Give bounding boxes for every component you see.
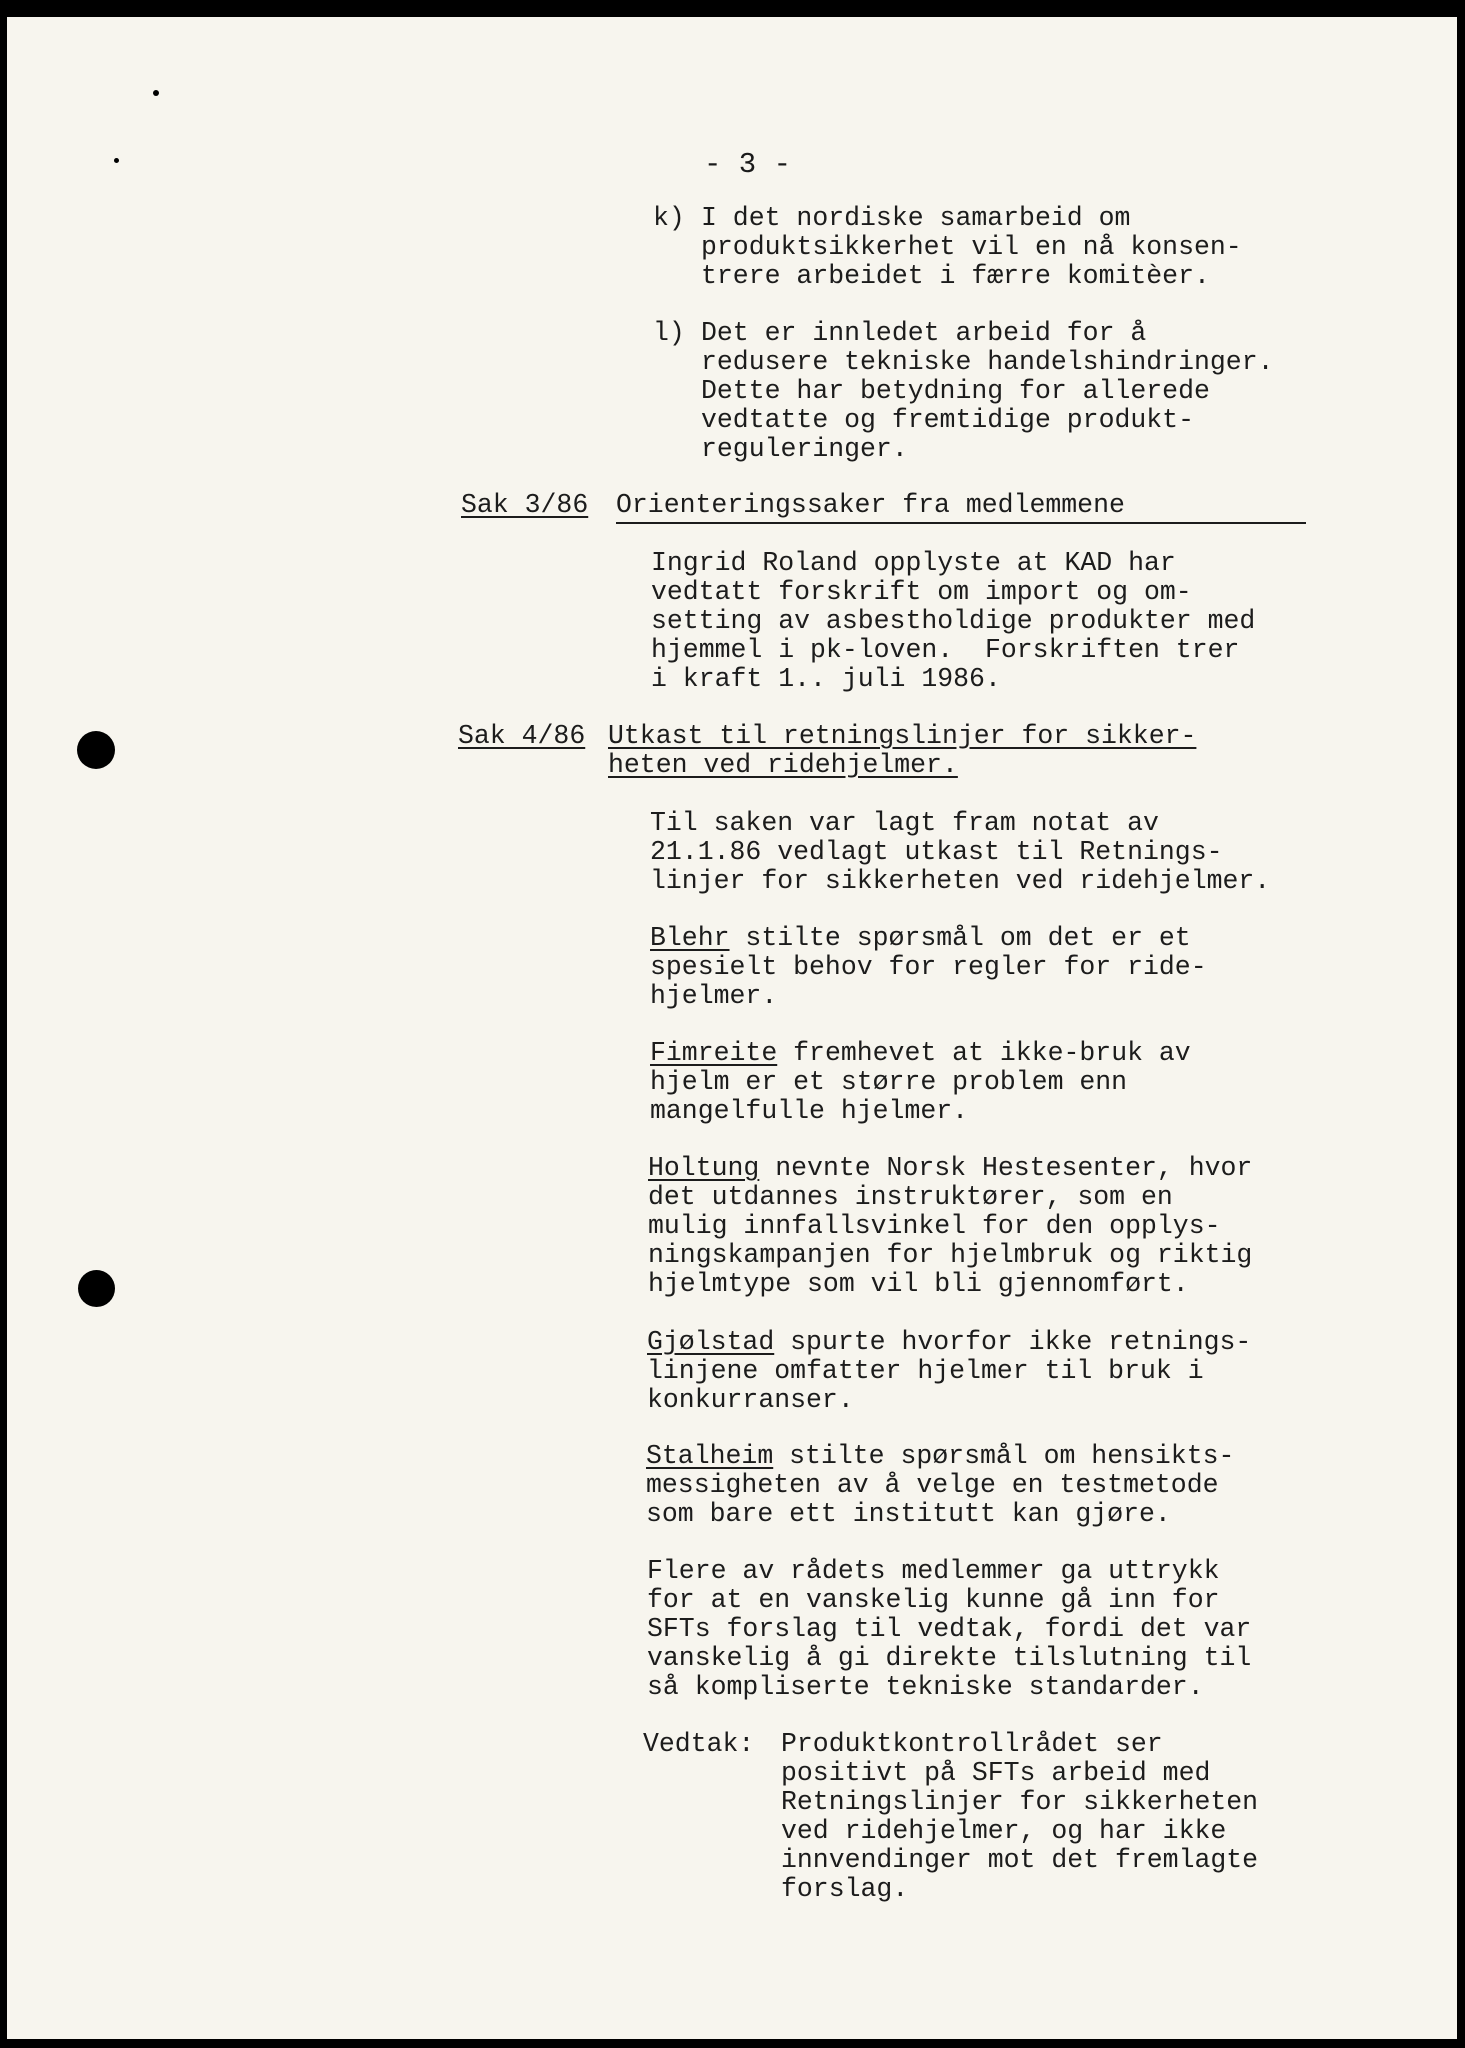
statement-text: fremhevet at ikke-bruk av bbox=[777, 1038, 1191, 1068]
sak-4-intro bbox=[650, 809, 1270, 896]
statement-stalheim bbox=[646, 1442, 1234, 1529]
item-marker: l) bbox=[653, 318, 685, 348]
text-line: hjelm er et større problem enn bbox=[650, 1067, 1128, 1097]
page-number: - 3 - bbox=[704, 148, 792, 181]
text-line: det utdannes instruktører, som en bbox=[648, 1182, 1173, 1212]
statement-text: spurte hvorfor ikke retnings- bbox=[774, 1327, 1252, 1357]
item-l-text bbox=[701, 319, 1274, 464]
text-line: for at en vanskelig kunne gå inn for bbox=[647, 1585, 1220, 1615]
sak-4-title bbox=[608, 722, 1292, 782]
text-line: redusere tekniske handelshindringer. bbox=[701, 347, 1274, 377]
text-line: I det nordiske samarbeid om bbox=[701, 203, 1131, 233]
vedtak-label: Vedtak: bbox=[643, 1729, 755, 1759]
statement-blehr bbox=[650, 924, 1207, 1011]
text-line: mulig innfallsvinkel for den opplys- bbox=[648, 1211, 1221, 1241]
text-line: konkurranser. bbox=[647, 1385, 854, 1415]
speaker-name: Holtung bbox=[648, 1153, 760, 1183]
document-page bbox=[7, 17, 1457, 2039]
text-line: spesielt behov for regler for ride- bbox=[650, 952, 1207, 982]
item-marker: k) bbox=[653, 203, 685, 233]
statement-fimreite bbox=[650, 1039, 1191, 1126]
text-line: ved ridehjelmer, og har ikke bbox=[781, 1816, 1227, 1846]
text-line bbox=[647, 1328, 1251, 1357]
text-line: som bare ett institutt kan gjøre. bbox=[646, 1499, 1171, 1529]
text-line: vedtatt forskrift om import og om- bbox=[651, 577, 1192, 607]
sak-4-label: Sak 4/86 bbox=[458, 721, 586, 751]
speaker-name: Blehr bbox=[650, 923, 730, 953]
sak-3-label: Sak 3/86 bbox=[461, 490, 589, 520]
speaker-name: Gjølstad bbox=[647, 1327, 775, 1357]
text-line: hjelmtype som vil bli gjennomført. bbox=[648, 1269, 1189, 1299]
statement-text: stilte spørsmål om det er et bbox=[729, 923, 1191, 953]
item-k-text bbox=[701, 204, 1242, 291]
text-line: Til saken var lagt fram notat av bbox=[650, 808, 1159, 838]
text-line: Ingrid Roland opplyste at KAD har bbox=[651, 548, 1176, 578]
text-line: Flere av rådets medlemmer ga uttrykk bbox=[647, 1556, 1220, 1586]
binder-hole bbox=[78, 1270, 115, 1307]
sak-4-title-line: Utkast til retningslinjer for sikker- bbox=[608, 721, 1197, 751]
text-line: hjelmer. bbox=[650, 981, 778, 1011]
sak-4-closing bbox=[647, 1557, 1251, 1702]
sak-3-body bbox=[651, 549, 1255, 694]
text-line: så kompliserte tekniske standarder. bbox=[647, 1672, 1204, 1702]
text-line bbox=[650, 924, 1207, 953]
statement-gjolstad bbox=[647, 1328, 1251, 1415]
text-line: SFTs forslag til vedtak, fordi det var bbox=[647, 1614, 1252, 1644]
text-line: Dette har betydning for allerede bbox=[701, 376, 1210, 406]
text-line: messigheten av å velge en testmetode bbox=[646, 1470, 1219, 1500]
text-line: positivt på SFTs arbeid med bbox=[781, 1758, 1211, 1788]
text-line: forslag. bbox=[781, 1874, 909, 1904]
sak-3-title bbox=[616, 491, 1306, 524]
punch-hole-dot bbox=[114, 158, 119, 163]
text-line: Produktkontrollrådet ser bbox=[781, 1729, 1163, 1759]
text-line: innvendinger mot det fremlagte bbox=[781, 1845, 1259, 1875]
text-line bbox=[650, 1039, 1191, 1068]
text-line: Det er innledet arbeid for å bbox=[701, 318, 1147, 348]
text-line: i kraft 1.. juli 1986. bbox=[651, 664, 1001, 694]
statement-holtung bbox=[648, 1154, 1252, 1299]
text-line: trere arbeidet i færre komitèer. bbox=[701, 261, 1210, 291]
text-line: ningskampanjen for hjelmbruk og riktig bbox=[648, 1240, 1253, 1270]
text-line: linjene omfatter hjelmer til bruk i bbox=[647, 1356, 1204, 1386]
text-line: linjer for sikkerheten ved ridehjelmer. bbox=[650, 866, 1271, 896]
sak-4-title-line: heten ved ridehjelmer. bbox=[608, 750, 958, 780]
text-line: produktsikkerhet vil en nå konsen- bbox=[701, 232, 1242, 262]
speaker-name: Fimreite bbox=[650, 1038, 778, 1068]
text-line bbox=[648, 1154, 1252, 1183]
statement-text: stilte spørsmål om hensikts- bbox=[773, 1441, 1235, 1471]
statement-text: nevnte Norsk Hestesenter, hvor bbox=[759, 1153, 1253, 1183]
sak-3-title-text: Orienteringssaker fra medlemmene bbox=[616, 490, 1125, 520]
text-line: Retningslinjer for sikkerheten bbox=[781, 1787, 1259, 1817]
speaker-name: Stalheim bbox=[646, 1441, 774, 1471]
text-line: vanskelig å gi direkte tilslutning til bbox=[647, 1643, 1252, 1673]
text-line: 21.1.86 vedlagt utkast til Retnings- bbox=[650, 837, 1223, 867]
text-line: mangelfulle hjelmer. bbox=[650, 1096, 969, 1126]
binder-hole bbox=[77, 731, 115, 769]
vedtak-text bbox=[781, 1730, 1258, 1904]
text-line: hjemmel i pk-loven. Forskriften trer bbox=[651, 635, 1240, 665]
text-line: setting av asbestholdige produkter med bbox=[651, 606, 1256, 636]
punch-hole-dot bbox=[153, 90, 159, 96]
text-line: reguleringer. bbox=[701, 434, 908, 464]
text-line: vedtatte og fremtidige produkt- bbox=[701, 405, 1194, 435]
text-line bbox=[646, 1442, 1234, 1471]
